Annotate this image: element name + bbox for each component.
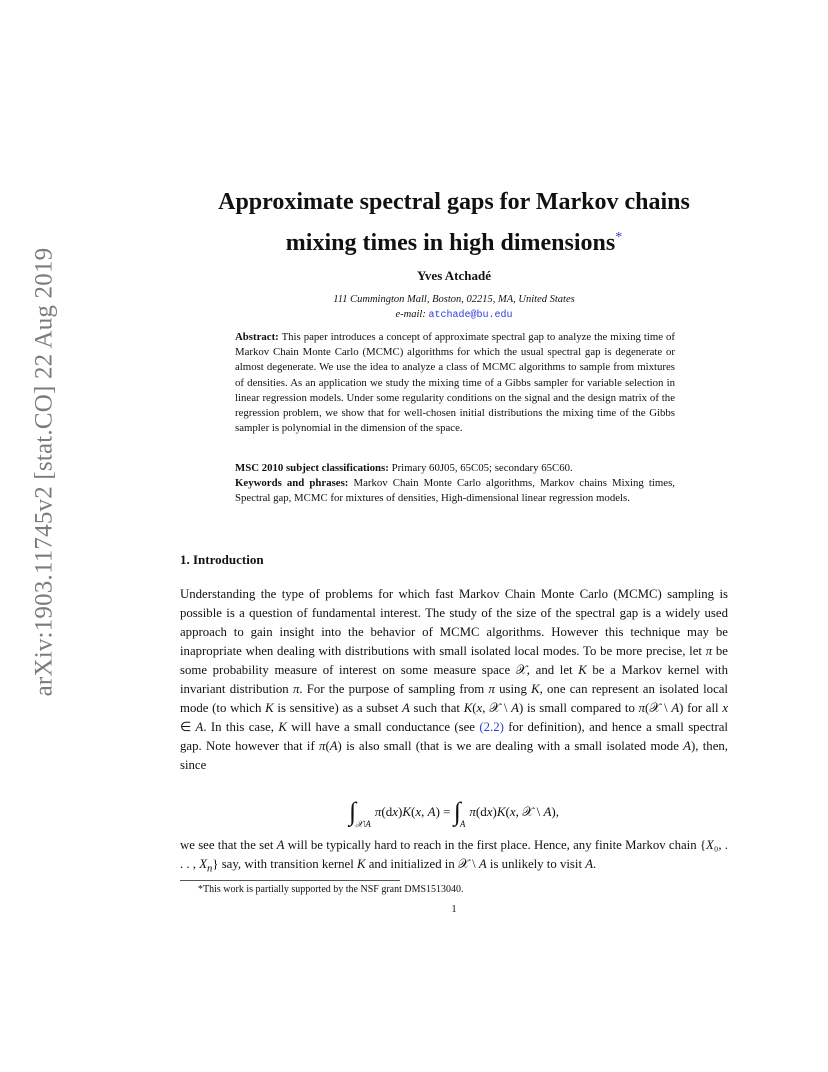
keywords-text: Markov Chain Monte Carlo algorithms, Markov chains Mixing times, Spectral gap, MCMC for mixtures of densities, High-dimensional linear regression models. — [235, 477, 675, 505]
title-line-2: mixing times in high dimensions — [285, 230, 616, 256]
msc-classifications — [235, 461, 675, 476]
page-number: 1 — [451, 904, 457, 915]
display-equation: ∫ 𝒳\A π(dx)K(x, A) = ∫ A π(dx)K(x, 𝒳 \ A), — [348, 797, 560, 829]
abstract — [235, 330, 675, 436]
keywords-label: Keywords and phrases: — [235, 477, 349, 489]
equation-reference-link[interactable]: (2.2) — [479, 720, 504, 734]
title-line-1: Approximate spectral gaps for Markov chains — [218, 189, 690, 215]
paper-title — [180, 184, 728, 261]
author-address: 111 Cummington Mall, Boston, 02215, MA, United States — [333, 294, 575, 305]
author-name: Yves Atchadé — [416, 268, 492, 283]
email-link[interactable]: atchade@bu.edu — [428, 310, 513, 321]
msc-label: MSC 2010 subject classifications: — [235, 462, 389, 474]
intro-paragraph-continued: we see that the set A will be typically hard to reach in the first place. Hence, any finite Markov chain {X₀, . . . , $X_n$} say, with transition kernel K and initialized in 𝒳 \ A is unlikely to visit A. — [180, 838, 729, 875]
msc-text: Primary 60J05, 65C05; secondary 65C60. — [391, 462, 573, 474]
intro-paragraph: Understanding the type of problems for which fast Markov Chain Monte Carlo (MCMC) sampling is possible is a question of fundamental interest. The study of the size of the spectral gap is a widely used approach to gain insight into the behavior of MCMC algorithms. However this technique may be inapropriate when dealing with distributions with small isolated local modes. To be more precise, let π be some probability measure of interest on some measure space 𝒳, and let K be a Markov kernel with invariant distribution π. For the purpose of sampling from π using K, one can represent an isolated local mode (to which K is sensitive) as a subset A such that K(x, 𝒳 \ A) is small compared to π(𝒳 \ A) for all x ∈ A. In this case, K will have a small conductance (see (2.2) for definition), and hence a small spectral gap. Note however that if π(A) is also small (that is we are dealing with a small isolated mode A), then, since — [180, 587, 729, 772]
footnote: *This work is partially supported by the NSF grant DMS1513040. — [198, 884, 464, 895]
email-label: e-mail: — [395, 309, 426, 320]
author-address-block — [180, 292, 728, 323]
title-footnote-mark[interactable]: * — [615, 230, 623, 245]
abstract-label: Abstract: — [235, 331, 279, 343]
footnote-rule — [180, 880, 400, 881]
section-heading: 1. Introduction — [180, 552, 264, 567]
arxiv-stamp — [26, 247, 62, 697]
keywords — [235, 476, 675, 506]
arxiv-stamp-text: arXiv:1903.11745v2 [stat.CO] 22 Aug 2019 — [30, 247, 57, 697]
abstract-text: This paper introduces a concept of approximate spectral gap to analyze the mixing time of Markov Chain Monte Carlo (MCMC) algorithms for which the usual spectral gap is degenerate or almost degenerate. We use the idea to analyze a class of MCMC algorithms to sample from mixtures of densities. As an application we study the mixing time of a Gibbs sampler for variable selection in linear regression models. Under some regularity conditions on the signal and the design matrix of the regression problem, we show that for well-chosen initial distributions the mixing time of the Gibbs sampler is polynomial in the dimension of the space. — [235, 331, 675, 435]
